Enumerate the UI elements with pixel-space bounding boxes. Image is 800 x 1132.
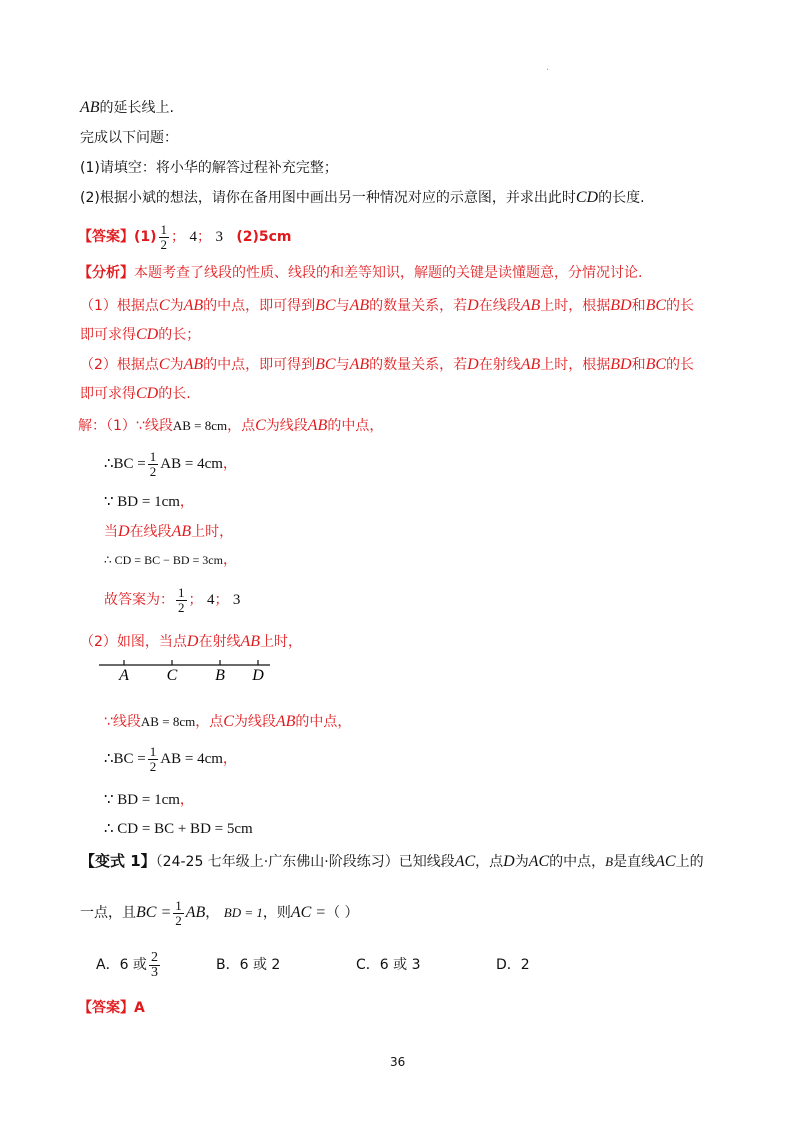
problem-line-2: 完成以下问题： (80, 130, 178, 146)
point-d-label: D (252, 667, 264, 684)
solution-1-line-2: ∴BC = $\frac{1}{2}$ AB = 4cm， (104, 448, 237, 479)
problem-line-1: AB的延长线上. (80, 99, 174, 116)
answer-label: 【答案】 (78, 229, 134, 245)
answer-2: 【答案】A (78, 1000, 145, 1016)
point-c-label: C (166, 667, 178, 684)
variant-line-1: 【变式 1】（24-25 七年级上·广东佛山·阶段练习）已知线段AC，点D为AC的中点，B是直线AC上的 (80, 852, 704, 870)
page-number: 36 (390, 1055, 406, 1069)
option-d[interactable]: D．2 (496, 957, 530, 973)
analysis-heading: 【分析】本题考查了线段的性质、线段的和差等知识，解题的关键是读懂题意，分情况讨论. (78, 265, 643, 281)
solution-1-line-3: ∵ BD = 1cm， (104, 494, 194, 510)
analysis-step-2-cont: 即可求得CD的长. (80, 385, 191, 402)
solution-1-line-4: 当D在线段AB上时， (104, 523, 234, 540)
point-a-label: A (119, 667, 129, 684)
solution-2-line-1: （2）如图，当点D在射线AB上时， (80, 633, 303, 650)
option-a[interactable]: A．6 或 $\frac{2}{3}$ (96, 949, 158, 980)
solution-2-line-3: ∴BC = $\frac{1}{2}$ AB = 4cm， (104, 743, 237, 774)
question-2: (2)根据小斌的想法，请你在备用图中画出另一种情况对应的示意图，并求出此时CD的长度. (80, 189, 645, 206)
option-b[interactable]: B．6 或 2 (216, 957, 281, 973)
ray-figure (95, 656, 295, 696)
solution-2-line-5: ∴ CD = BC + BD = 5cm (104, 821, 253, 837)
solution-1-line-6: 故答案为： $\frac{1}{2}$ ； 4； 3 (104, 584, 241, 615)
answer-1: 【答案】(1) $\frac{1}{2}$ ； 4； 3 (2)5cm (78, 221, 292, 252)
solution-1-line-5: ∴ CD = BC − BD = 3cm， (104, 552, 237, 568)
solution-1-line-1: 解：（1）∵线段AB = 8cm，点C为线段AB的中点， (78, 417, 384, 434)
analysis-step-1: （1）根据点C为AB的中点，即可得到BC与AB的数量关系，若D在线段AB上时，根据BD和BC的长 (80, 297, 695, 314)
top-mark: . (546, 62, 550, 73)
analysis-step-1-cont: 即可求得CD的长； (80, 326, 201, 343)
option-c[interactable]: C．6 或 3 (356, 957, 421, 973)
solution-2-line-4: ∵ BD = 1cm， (104, 792, 194, 808)
analysis-step-2: （2）根据点C为AB的中点，即可得到BC与AB的数量关系，若D在射线AB上时，根据BD和BC的长 (80, 356, 695, 373)
variant-line-2: 一点，且BC = $\frac{1}{2}$ AB， BD = 1，则AC =（ ） (80, 897, 359, 928)
fraction-half: $\frac{1}{2}$ (160, 221, 168, 252)
question-1: (1)请填空：将小华的解答过程补充完整； (80, 160, 338, 176)
solution-2-line-2: ∵线段AB = 8cm，点C为线段AB的中点， (104, 713, 352, 730)
point-b-label: B (215, 667, 225, 684)
